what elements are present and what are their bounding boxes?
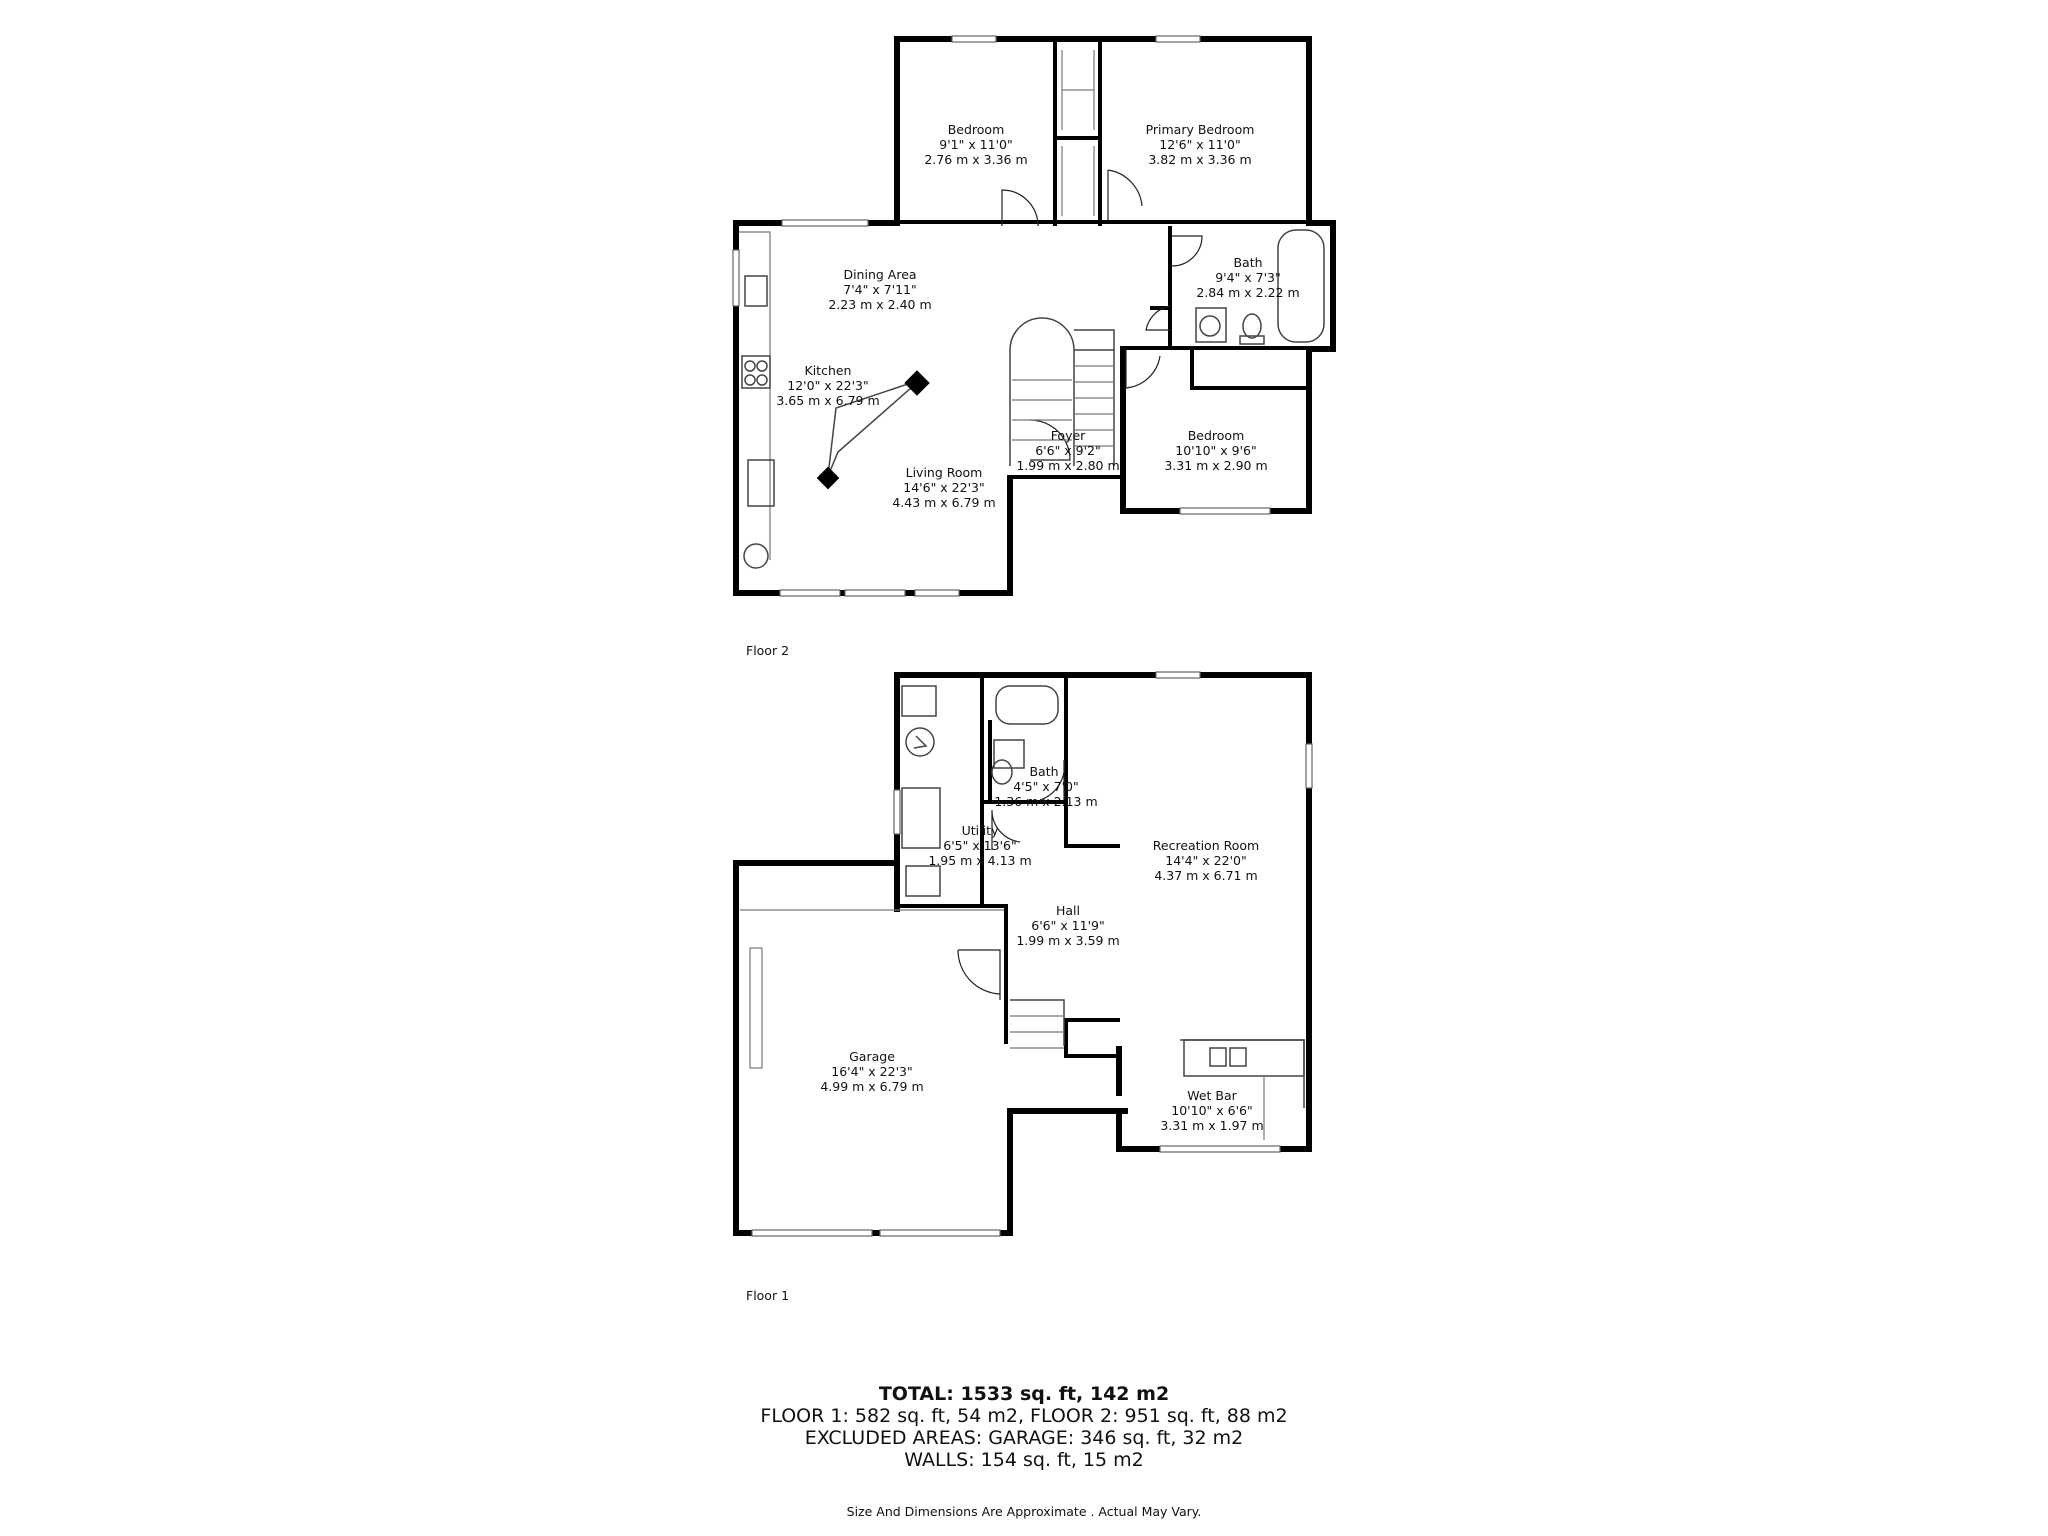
room-name-recreation: Recreation Room [1152,838,1260,853]
floor-1-label: Floor 1 [746,1288,790,1303]
floor-areas: FLOOR 1: 582 sq. ft, 54 m2, FLOOR 2: 951 sq. ft, 88 m2 [760,1405,1288,1427]
room-name-dining: Dining Area [843,267,917,282]
room-dim-bedroom-a: 9'1" x 11'0" [939,137,1013,152]
room-dim-hall: 6'6" x 11'9" [1031,918,1105,933]
room-name-hall: Hall [1055,903,1081,918]
room-name-utility: Utility [961,823,999,838]
total-area: TOTAL: 1533 sq. ft, 142 m2 [878,1383,1170,1405]
floor-1-plan [733,672,1312,1236]
room-name-bath-2: Bath [1233,255,1263,270]
floor-1-labels [820,764,1263,1133]
room-metric-wetbar: 3.31 m x 1.97 m [1160,1118,1264,1133]
room-metric-foyer: 1.99 m x 2.80 m [1016,458,1120,473]
room-metric-bedroom-b: 3.31 m x 2.90 m [1164,458,1268,473]
room-metric-living: 4.43 m x 6.79 m [892,495,996,510]
room-name-living: Living Room [905,465,983,480]
room-dim-kitchen: 12'0" x 22'3" [787,378,869,393]
room-dim-wetbar: 10'10" x 6'6" [1171,1103,1253,1118]
room-name-primary-bedroom: Primary Bedroom [1145,122,1255,137]
room-name-wetbar: Wet Bar [1187,1088,1237,1103]
room-metric-dining: 2.23 m x 2.40 m [828,297,932,312]
room-metric-recreation: 4.37 m x 6.71 m [1154,868,1258,883]
room-metric-utility: 1.95 m x 4.13 m [928,853,1032,868]
floor-2-labels [776,122,1299,510]
room-dim-bath-1: 4'5" x 7'0" [1013,779,1079,794]
room-dim-foyer: 6'6" x 9'2" [1035,443,1101,458]
wall-area: WALLS: 154 sq. ft, 15 m2 [904,1449,1144,1471]
room-dim-garage: 16'4" x 22'3" [831,1064,913,1079]
room-dim-bedroom-b: 10'10" x 9'6" [1175,443,1257,458]
floor-2-plan [733,36,1336,596]
room-dim-dining: 7'4" x 7'11" [843,282,917,297]
room-metric-hall: 1.99 m x 3.59 m [1016,933,1120,948]
room-dim-bath-2: 9'4" x 7'3" [1215,270,1281,285]
disclaimer: Size And Dimensions Are Approximate . Actual May Vary. [846,1504,1202,1519]
room-name-kitchen: Kitchen [804,363,852,378]
room-name-bedroom-b: Bedroom [1187,428,1245,443]
room-dim-utility: 6'5" x 13'6" [943,838,1017,853]
room-name-garage: Garage [849,1049,895,1064]
room-name-bath-1: Bath [1029,764,1059,779]
room-metric-bath-1: 1.36 m x 2.13 m [994,794,1098,809]
area-summary [0,1384,2048,1471]
room-metric-garage: 4.99 m x 6.79 m [820,1079,924,1094]
room-dim-recreation: 14'4" x 22'0" [1165,853,1247,868]
room-metric-bath-2: 2.84 m x 2.22 m [1196,285,1300,300]
room-dim-primary-bedroom: 12'6" x 11'0" [1159,137,1241,152]
room-metric-bedroom-a: 2.76 m x 3.36 m [924,152,1028,167]
excluded-areas: EXCLUDED AREAS: GARAGE: 346 sq. ft, 32 m2 [804,1427,1244,1449]
room-metric-kitchen: 3.65 m x 6.79 m [776,393,880,408]
room-name-foyer: Foyer [1050,428,1086,443]
room-dim-living: 14'6" x 22'3" [903,480,985,495]
floor-2-label: Floor 2 [746,643,790,658]
room-metric-primary-bedroom: 3.82 m x 3.36 m [1148,152,1252,167]
room-name-bedroom-a: Bedroom [947,122,1005,137]
